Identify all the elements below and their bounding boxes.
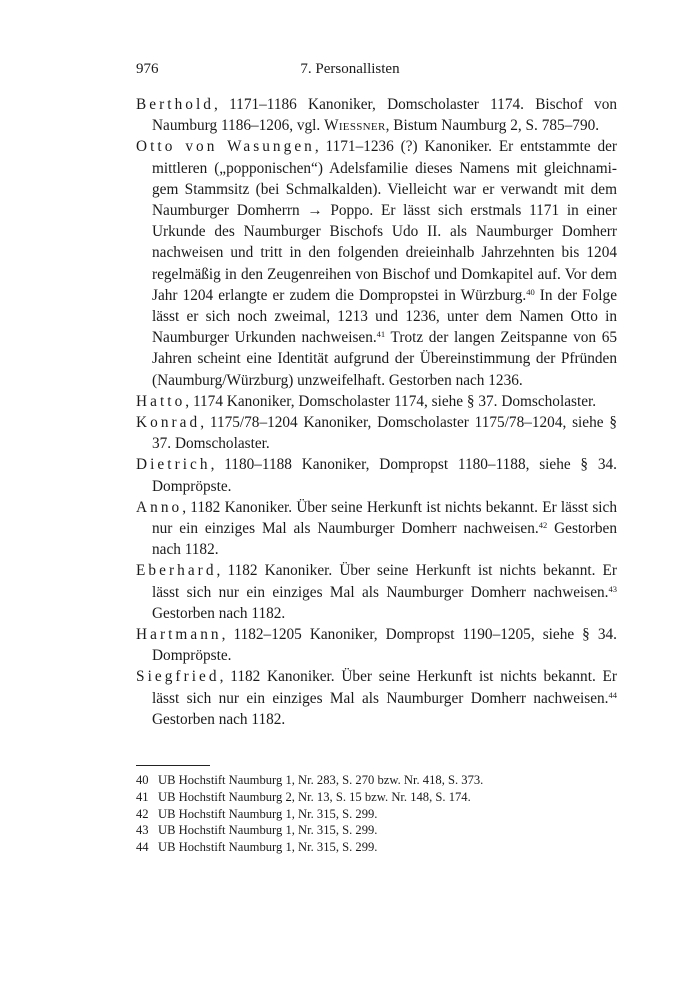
footnote	[136, 839, 617, 856]
entry-text: , 1182–1205 Kanoniker, Dompropst 1190–1205, siehe § 34. Dompröpste.	[152, 626, 617, 665]
entry-siegfried	[136, 666, 617, 730]
entry-text: Trotz der langen Zeitspanne von 65 Jahren scheint eine Identität aufgrund der Übereinstimmung der Pfründen (Naumburg/Würzburg) unzweifelhaft. Gestorben nach 1236.	[152, 329, 617, 389]
entry-text: In der Folge lässt er sich noch zweimal, 1213 und 1236, unter dem Namen Otto in Naumburger Urkunden nachweisen.	[152, 286, 617, 347]
entry-dietrich	[136, 454, 617, 496]
entry-text: , 1182 Kanoniker. Über seine Herkunft ist nichts bekannt. Er lässt sich nur ein einziges Mal als Naumburger Domherr nachweisen.	[152, 562, 617, 601]
entry-hartmann	[136, 624, 617, 666]
footnote-text: UB Hochstift Naumburg 1, Nr. 315, S. 299.	[158, 823, 378, 838]
entry-berthold	[136, 94, 617, 136]
footnote-number: 41	[136, 789, 149, 804]
footnote-text: UB Hochstift Naumburg 1, Nr. 283, S. 270 bzw. Nr. 418, S. 373.	[158, 773, 484, 787]
entry-name: Eberhard	[136, 562, 217, 580]
entry-text: , 1171–1186 Kanoniker, Domscholaster 1174. Bischof von Naumburg 1186–1206, vgl.	[152, 96, 617, 135]
entry-text: , 1171–1236 (?) Kanoniker. Er entstammte der mittleren („popponischen“) Adelsfamilie dieses Namens mit gleichnamigem Stammsitz (bei Schmalkalden). Vielleicht war er verwandt mit dem Naumburger Domherrn → Poppo. Er lässt sich erstmals 1171 in einer Urkunde des Naumburger Bischofs Udo II. als Naumburger Domherr nachweisen und tritt in den folgenden dreieinhalb Jahrzehnten bis 1204 regelmäßig in den Zeugenreihen von Bischof und Domkapitel auf. Vor dem Jahr 1204 erlangte er zudem die Dompropstei in Würzburg.	[152, 138, 617, 304]
footnote	[136, 806, 617, 823]
footnote-ref[interactable]: 40	[526, 286, 535, 297]
entry-name: Anno	[136, 498, 183, 516]
footnote-divider	[136, 765, 210, 766]
entry-text: , 1175/78–1204 Kanoniker, Domscholaster 1175/78–1204, siehe § 37. Domscholaster.	[152, 414, 617, 453]
entry-text: Gestorben nach 1182.	[152, 710, 286, 728]
entry-name: Hatto	[136, 392, 186, 410]
footnote-ref[interactable]: 44	[608, 689, 617, 700]
entry-name: Berthold	[136, 96, 215, 113]
entry-otto-von-wasungen	[136, 136, 617, 390]
entry-text: , 1174 Kanoniker, Domscholaster 1174, siehe § 37. Domscholaster.	[185, 392, 597, 410]
footnote-number: 40	[136, 773, 149, 787]
page-number: 976	[136, 61, 159, 77]
footnote	[136, 789, 617, 806]
entry-name: Dietrich	[136, 456, 211, 474]
footnote-text: UB Hochstift Naumburg 2, Nr. 13, S. 15 bzw. Nr. 148, S. 174.	[158, 789, 471, 804]
entry-name: Siegfried	[136, 668, 220, 686]
entry-eberhard	[136, 560, 617, 624]
entry-text: , Bistum Naumburg 2, S. 785–790.	[385, 117, 600, 135]
footnote-text: UB Hochstift Naumburg 1, Nr. 315, S. 299.	[158, 806, 378, 821]
entry-anno	[136, 497, 617, 561]
entry-text: Gestorben nach 1182.	[152, 520, 617, 559]
entry-konrad	[136, 412, 617, 454]
footnote-ref[interactable]: 42	[538, 520, 548, 531]
footnote-number: 42	[136, 806, 149, 821]
footnote-number: 44	[136, 840, 149, 855]
entry-text: , 1180–1188 Kanoniker, Dompropst 1180–1188, siehe § 34. Dompröpste.	[152, 456, 617, 495]
footnote	[136, 822, 617, 839]
entry-name: Otto von Wasungen	[136, 138, 315, 156]
author-smallcaps: Wiessner	[324, 117, 386, 135]
entry-text: Gestorben nach 1182.	[152, 604, 286, 622]
entry-text: , 1182 Kanoniker. Über seine Herkunft ist nichts bekannt. Er lässt sich nur ein einziges Mal als Naumburger Domherr nachweisen.	[152, 668, 617, 707]
entry-hatto	[136, 391, 617, 412]
footnote-ref[interactable]: 41	[376, 329, 386, 340]
footnote	[136, 772, 617, 789]
entry-list	[136, 94, 617, 730]
running-head: 7. Personallisten	[300, 61, 400, 77]
footnote-ref[interactable]: 43	[608, 583, 617, 594]
footnote-number: 43	[136, 823, 149, 838]
entry-text: , 1182 Kanoniker. Über seine Herkunft ist nichts bekannt. Er lässt sich nur ein einziges Mal als Naumburger Domherr nachweisen.	[152, 498, 617, 538]
entry-name: Konrad	[136, 414, 201, 432]
footnotes	[136, 772, 617, 856]
entry-name: Hartmann	[136, 626, 222, 644]
footnote-text: UB Hochstift Naumburg 1, Nr. 315, S. 299.	[158, 840, 378, 855]
